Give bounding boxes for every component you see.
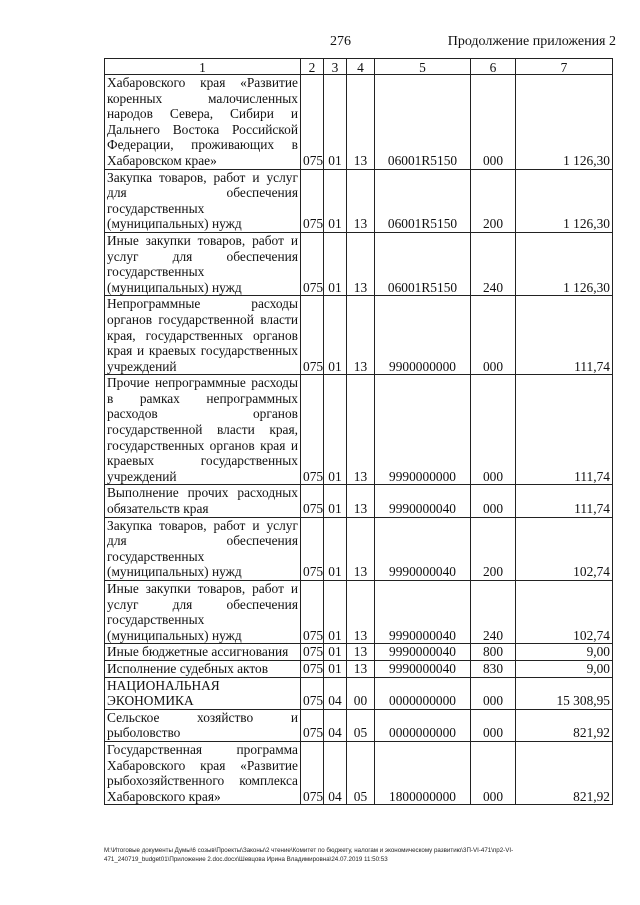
- expense-type-cell: 000: [471, 75, 516, 170]
- amount-cell: 1 126,30: [516, 169, 613, 232]
- row-name-cell: Закупка товаров, работ и услуг для обеспечения государственных (муниципальных) нужд: [105, 169, 301, 232]
- target-article-cell: 0000000000: [375, 709, 471, 741]
- amount-cell: 111,74: [516, 485, 613, 517]
- subsection-cell: 13: [347, 517, 375, 580]
- subsection-cell: 13: [347, 296, 375, 375]
- subsection-cell: 13: [347, 581, 375, 644]
- admin-code-cell: 075: [301, 660, 324, 677]
- table-row: [105, 75, 613, 170]
- section-cell: 01: [324, 296, 347, 375]
- row-name-cell: Выполнение прочих расходных обязательств края: [105, 485, 301, 517]
- row-name-cell: НАЦИОНАЛЬНАЯ ЭКОНОМИКА: [105, 677, 301, 709]
- column-header: 4: [347, 59, 375, 75]
- expense-type-cell: 240: [471, 232, 516, 295]
- table-row: [105, 741, 613, 804]
- section-cell: 04: [324, 677, 347, 709]
- admin-code-cell: 075: [301, 517, 324, 580]
- target-article-cell: 9990000040: [375, 644, 471, 661]
- row-name-cell: Хабаровского края «Развитие коренных малочисленных народов Севера, Сибири и Дальнего Востока Российской Федерации, проживающих в Хабаровском крае»: [105, 75, 301, 170]
- admin-code-cell: 075: [301, 296, 324, 375]
- page-number: 276: [330, 34, 351, 49]
- table-row: [105, 644, 613, 661]
- section-cell: 01: [324, 169, 347, 232]
- admin-code-cell: 075: [301, 169, 324, 232]
- expense-type-cell: 200: [471, 169, 516, 232]
- expense-type-cell: 830: [471, 660, 516, 677]
- expense-type-cell: 800: [471, 644, 516, 661]
- amount-cell: 15 308,95: [516, 677, 613, 709]
- row-name-cell: Иные бюджетные ассигнования: [105, 644, 301, 661]
- section-cell: 04: [324, 709, 347, 741]
- target-article-cell: 9990000040: [375, 660, 471, 677]
- subsection-cell: 05: [347, 709, 375, 741]
- section-cell: 01: [324, 75, 347, 170]
- table-row: [105, 517, 613, 580]
- column-header: 3: [324, 59, 347, 75]
- table-row: [105, 296, 613, 375]
- amount-cell: 1 126,30: [516, 232, 613, 295]
- subsection-cell: 05: [347, 741, 375, 804]
- admin-code-cell: 075: [301, 232, 324, 295]
- amount-cell: 9,00: [516, 644, 613, 661]
- column-header: 5: [375, 59, 471, 75]
- column-header: 6: [471, 59, 516, 75]
- subsection-cell: 13: [347, 660, 375, 677]
- amount-cell: 9,00: [516, 660, 613, 677]
- amount-cell: 102,74: [516, 581, 613, 644]
- amount-cell: 1 126,30: [516, 75, 613, 170]
- table-row: [105, 581, 613, 644]
- section-cell: 01: [324, 581, 347, 644]
- admin-code-cell: 075: [301, 677, 324, 709]
- target-article-cell: 06001R5150: [375, 169, 471, 232]
- expense-type-cell: 000: [471, 741, 516, 804]
- subsection-cell: 13: [347, 485, 375, 517]
- target-article-cell: 9990000040: [375, 485, 471, 517]
- row-name-cell: Исполнение судебных актов: [105, 660, 301, 677]
- row-name-cell: Иные закупки товаров, работ и услуг для обеспечения государственных (муниципальных) нужд: [105, 232, 301, 295]
- amount-cell: 821,92: [516, 741, 613, 804]
- expense-type-cell: 240: [471, 581, 516, 644]
- subsection-cell: 13: [347, 644, 375, 661]
- expense-type-cell: 000: [471, 296, 516, 375]
- section-cell: 04: [324, 741, 347, 804]
- row-name-cell: Непрограммные расходы органов государственной власти края, государственных органов края и краевых государственных учреждений: [105, 296, 301, 375]
- amount-cell: 821,92: [516, 709, 613, 741]
- table-row: [105, 709, 613, 741]
- column-header: 7: [516, 59, 613, 75]
- table-row: [105, 375, 613, 485]
- target-article-cell: 9990000000: [375, 375, 471, 485]
- amount-cell: 102,74: [516, 517, 613, 580]
- expense-type-cell: 000: [471, 375, 516, 485]
- table-header-row: [105, 59, 613, 75]
- target-article-cell: 1800000000: [375, 741, 471, 804]
- subsection-cell: 13: [347, 232, 375, 295]
- subsection-cell: 13: [347, 169, 375, 232]
- row-name-cell: Государственная программа Хабаровского края «Развитие рыбохозяйственного комплекса Хабаровского края»: [105, 741, 301, 804]
- section-cell: 01: [324, 485, 347, 517]
- row-name-cell: Сельское хозяйство и рыболовство: [105, 709, 301, 741]
- expense-type-cell: 000: [471, 677, 516, 709]
- expense-type-cell: 200: [471, 517, 516, 580]
- admin-code-cell: 075: [301, 75, 324, 170]
- admin-code-cell: 075: [301, 485, 324, 517]
- row-name-cell: Иные закупки товаров, работ и услуг для обеспечения государственных (муниципальных) нужд: [105, 581, 301, 644]
- subsection-cell: 00: [347, 677, 375, 709]
- column-header: 2: [301, 59, 324, 75]
- target-article-cell: 06001R5150: [375, 232, 471, 295]
- section-cell: 01: [324, 660, 347, 677]
- target-article-cell: 0000000000: [375, 677, 471, 709]
- budget-table: [104, 58, 613, 805]
- table-row: [105, 169, 613, 232]
- table-row: [105, 677, 613, 709]
- file-path-footer: M:\Итоговые документы Думы\6 созыв\Проекты\Законы\2 чтение\Комитет по бюджету, налогам и экономическому развитию\3П-VI-471\пр2-VI-471_240719_budget01\Приложение 2.doc.docx\Шевцова Ирина Владимировна\24.07.2019 11:50:53: [104, 847, 514, 863]
- admin-code-cell: 075: [301, 581, 324, 644]
- row-name-cell: Прочие непрограммные расходы в рамках непрограммных расходов органов государственной власти края, государственных органов края и краевых государственных учреждений: [105, 375, 301, 485]
- expense-type-cell: 000: [471, 485, 516, 517]
- amount-cell: 111,74: [516, 296, 613, 375]
- target-article-cell: 9990000040: [375, 581, 471, 644]
- admin-code-cell: 075: [301, 375, 324, 485]
- table-row: [105, 485, 613, 517]
- admin-code-cell: 075: [301, 741, 324, 804]
- admin-code-cell: 075: [301, 644, 324, 661]
- continuation-label: Продолжение приложения 2: [447, 34, 616, 49]
- expense-type-cell: 000: [471, 709, 516, 741]
- amount-cell: 111,74: [516, 375, 613, 485]
- column-header: 1: [105, 59, 301, 75]
- target-article-cell: 06001R5150: [375, 75, 471, 170]
- target-article-cell: 9900000000: [375, 296, 471, 375]
- subsection-cell: 13: [347, 375, 375, 485]
- table-row: [105, 660, 613, 677]
- section-cell: 01: [324, 517, 347, 580]
- section-cell: 01: [324, 644, 347, 661]
- row-name-cell: Закупка товаров, работ и услуг для обеспечения государственных (муниципальных) нужд: [105, 517, 301, 580]
- table-row: [105, 232, 613, 295]
- admin-code-cell: 075: [301, 709, 324, 741]
- section-cell: 01: [324, 232, 347, 295]
- target-article-cell: 9990000040: [375, 517, 471, 580]
- subsection-cell: 13: [347, 75, 375, 170]
- section-cell: 01: [324, 375, 347, 485]
